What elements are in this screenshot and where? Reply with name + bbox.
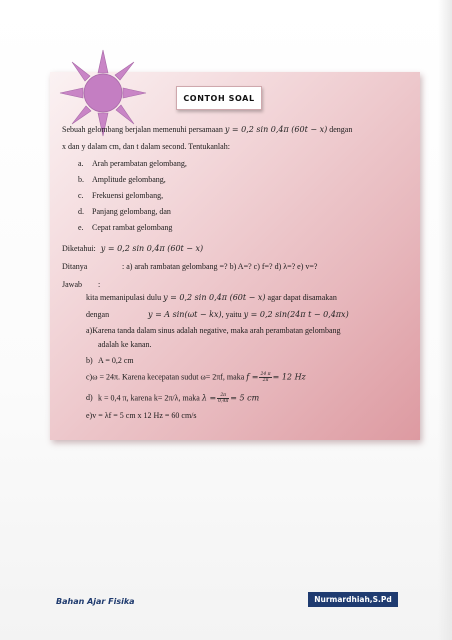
manipulasi-text-b: agar dapat disamakan: [265, 293, 337, 302]
question-letter: b.: [78, 175, 84, 184]
jawab-label: Jawab: [62, 280, 82, 289]
question-text: Frekuensi gelombang,: [92, 191, 164, 200]
question-letter: d.: [78, 207, 84, 216]
question-text: Cepat rambat gelombang: [92, 223, 173, 232]
answer-c-numerator: 24 π: [260, 372, 271, 377]
specific-wave-equation: y = 0,2 sin(24π t − 0,4πx): [243, 310, 349, 319]
question-text: Amplitude gelombang,: [92, 175, 166, 184]
answer-d-numerator: 2π: [217, 393, 229, 399]
footer-author-badge: [308, 592, 398, 607]
diketahui-equation: y = 0,2 sin 0,4π (60t − x): [100, 244, 204, 253]
ditanya-label: Ditanya: [62, 262, 88, 271]
manipulasi-equation: y = 0,2 sin 0,4π (60t − x): [163, 293, 266, 302]
ditanya-text: : a) arah rambatan gelombang =? b) A=? c) f=? d) λ=? e) v=?: [122, 262, 318, 271]
question-letter: e.: [78, 223, 84, 232]
example-title: CONTOH SOAL: [183, 93, 255, 103]
answer-b-label: b): [86, 356, 93, 365]
answer-b-text: A = 0,2 cm: [98, 356, 134, 365]
manipulasi-yaitu: , yaitu: [221, 310, 244, 319]
answer-a-line-2: adalah ke kanan.: [98, 340, 152, 349]
intro-text-b: dengan: [327, 125, 353, 134]
answer-c-text: c)ω = 24π. Karena kecepatan sudut ω= 2πf, maka: [86, 372, 247, 382]
answer-d-text: k = 0,4 π, karena k= 2π/λ, maka: [98, 393, 202, 403]
answer-d-eq-rhs: = 5 cm: [230, 393, 260, 403]
diketahui-line: [62, 244, 203, 254]
question-text: Panjang gelombang, dan: [92, 207, 171, 216]
example-title-box: [176, 86, 262, 110]
intro-line-1: [62, 125, 352, 135]
question-letter: a.: [78, 159, 84, 168]
general-wave-equation: y = A sin(ωt − kx): [148, 310, 222, 319]
answer-e-text: e)v = λf = 5 cm x 12 Hz = 60 cm/s: [86, 411, 197, 420]
answer-d-label: d): [86, 393, 93, 402]
answer-d-eq-lhs: λ =: [201, 393, 217, 403]
answer-d-fraction: [217, 393, 229, 404]
footer-book-title: Bahan Ajar Fisika: [56, 597, 135, 606]
answer-d-denominator: 0,4π: [218, 399, 229, 404]
manipulasi-line-1: [86, 293, 337, 303]
answer-c-eq-lhs: f =: [246, 372, 259, 382]
answer-a-line-1: a)Karena tanda dalam sinus adalah negative, maka arah perambatan gelombang: [86, 326, 341, 335]
footer-author: Nurmardhiah,S.Pd: [314, 595, 392, 604]
jawab-colon: :: [98, 280, 101, 289]
answer-c-line: [86, 372, 306, 383]
manipulasi-text-a: kita memanipulasi dulu: [86, 293, 164, 302]
question-letter: c.: [78, 191, 84, 200]
intro-text-a: Sebuah gelombang berjalan memenuhi persamaan: [62, 125, 225, 134]
answer-c-denominator: 2π: [262, 378, 269, 383]
question-text: Arah perambatan gelombang,: [92, 159, 187, 168]
page-edge-strip: [438, 0, 452, 640]
answer-c-eq-rhs: = 12 Hz: [272, 372, 306, 382]
manipulasi-line-2-label: dengan: [86, 310, 110, 319]
answer-d-line: [98, 393, 259, 404]
answer-c-fraction: [259, 372, 271, 383]
diketahui-label: Diketahui:: [62, 244, 96, 253]
manipulasi-line-2: [148, 310, 349, 320]
intro-line-2: x dan y dalam cm, dan t dalam second. Tentukanlah:: [62, 142, 230, 151]
intro-equation: y = 0,2 sin 0,4π (60t − x): [224, 125, 328, 134]
